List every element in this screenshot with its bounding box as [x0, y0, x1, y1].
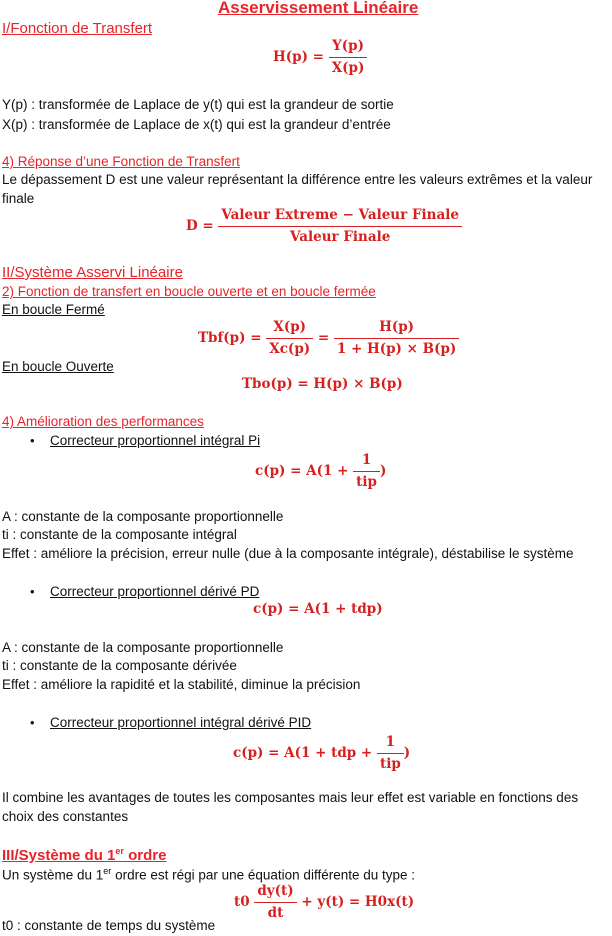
denominator: 1 + H(p) × B(p) — [336, 341, 457, 357]
label-closed-loop: En boucle Fermé — [2, 302, 105, 317]
text-line: X(p) : transformée de Laplace de x(t) qui est la grandeur d’entrée — [2, 117, 391, 132]
label-open-loop: En boucle Ouverte — [2, 359, 114, 374]
equation-pid — [233, 734, 410, 773]
equation-lhs: Tbf(p) = — [198, 330, 262, 346]
heading-text: III/Système du 1 — [2, 847, 116, 864]
fraction — [218, 207, 462, 246]
text-line: Le dépassement D est une valeur représentant la différence entre les valeurs extrêmes et la valeur — [2, 172, 593, 187]
label-pid-corrector: Correcteur proportionnel intégral dérivé PID — [50, 715, 312, 730]
heading-superscript: er — [115, 846, 124, 856]
denominator: tip — [379, 756, 401, 772]
section-heading-performance: 4) Amélioration des performances — [2, 414, 204, 429]
equation-pi — [255, 452, 386, 491]
subheading-loops: 2) Fonction de transfert en boucle ouverte et en boucle fermée — [2, 284, 376, 299]
bullet: • — [30, 584, 35, 599]
bullet: • — [30, 715, 35, 730]
denominator: Valeur Finale — [290, 229, 391, 245]
denominator: dt — [267, 905, 284, 921]
equation-lhs: D = — [186, 218, 214, 234]
denominator: tip — [356, 474, 377, 490]
equation-prefix: c(p) = A(1 + — [255, 463, 349, 479]
text-part: Un système du 1 — [2, 867, 104, 883]
text-line: Effet : améliore la rapidité et la stabilité, diminue la précision — [2, 677, 361, 692]
text-part: ordre est régi par une équation différente du type : — [111, 867, 416, 883]
label-pd-corrector: Correcteur proportionnel dérivé PD — [50, 584, 260, 599]
equation-h-of-p — [273, 38, 367, 77]
fraction — [254, 883, 296, 922]
equation-pd: c(p) = A(1 + tdp) — [253, 601, 383, 617]
fraction — [377, 734, 404, 773]
equation-first-order — [234, 883, 414, 922]
numerator: X(p) — [266, 319, 313, 339]
fraction — [353, 452, 380, 491]
label-pi-corrector: Correcteur proportionnel intégral Pi — [50, 433, 261, 448]
numerator: 1 — [377, 734, 404, 754]
text-line: A : constante de la composante proportionnelle — [2, 640, 284, 655]
equation-suffix: ) — [403, 745, 411, 761]
denominator: X(p) — [331, 60, 365, 76]
text-line: t0 : constante de temps du système — [2, 918, 216, 933]
equation-prefix: c(p) = A(1 + tdp + — [233, 745, 373, 761]
denominator: Xc(p) — [269, 341, 311, 357]
text-line: ti : constante de la composante dérivée — [2, 658, 237, 673]
section-heading-transfer-function: I/Fonction de Transfert — [2, 20, 153, 37]
text-line: Y(p) : transformée de Laplace de y(t) qui est la grandeur de sortie — [2, 97, 394, 112]
numerator: 1 — [353, 452, 380, 472]
equation-tbo: Tbo(p) = H(p) × B(p) — [242, 376, 403, 392]
numerator: Valeur Extreme − Valeur Finale — [218, 207, 462, 227]
bullet: • — [30, 433, 35, 448]
equation-suffix: ) — [379, 463, 387, 479]
text-line: Effet : améliore la précision, erreur nulle (due à la composante intégrale), déstabilise le système — [2, 546, 574, 561]
text-line: Il combine les avantages de toutes les composantes mais leur effet est variable en fonctions des — [2, 790, 579, 805]
text-line: ti : constante de la composante intégral — [2, 527, 237, 542]
page-title: Asservissement Linéaire — [218, 0, 419, 17]
equation-suffix: + y(t) = H0x(t) — [301, 894, 415, 910]
text-line — [2, 866, 415, 883]
equation-prefix: t0 — [234, 894, 250, 910]
text-superscript: er — [103, 866, 112, 876]
fraction — [266, 319, 313, 358]
numerator: dy(t) — [254, 883, 296, 903]
equation-lhs: H(p) = — [273, 49, 324, 65]
text-line: A : constante de la composante proportionnelle — [2, 509, 284, 524]
fraction — [334, 319, 459, 358]
fraction — [329, 38, 368, 77]
section-heading-first-order — [2, 846, 166, 864]
text-line: finale — [2, 191, 35, 206]
equation-tbf — [198, 319, 459, 358]
heading-text: ordre — [123, 847, 167, 864]
numerator: Y(p) — [329, 38, 368, 58]
equals-sign: = — [317, 330, 330, 346]
text-line: choix des constantes — [2, 809, 129, 824]
section-heading-response: 4) Réponse d’une Fonction de Transfert — [2, 154, 240, 169]
equation-overshoot — [186, 207, 462, 246]
numerator: H(p) — [334, 319, 459, 339]
section-heading-asservi: II/Système Asservi Linéaire — [2, 264, 183, 281]
